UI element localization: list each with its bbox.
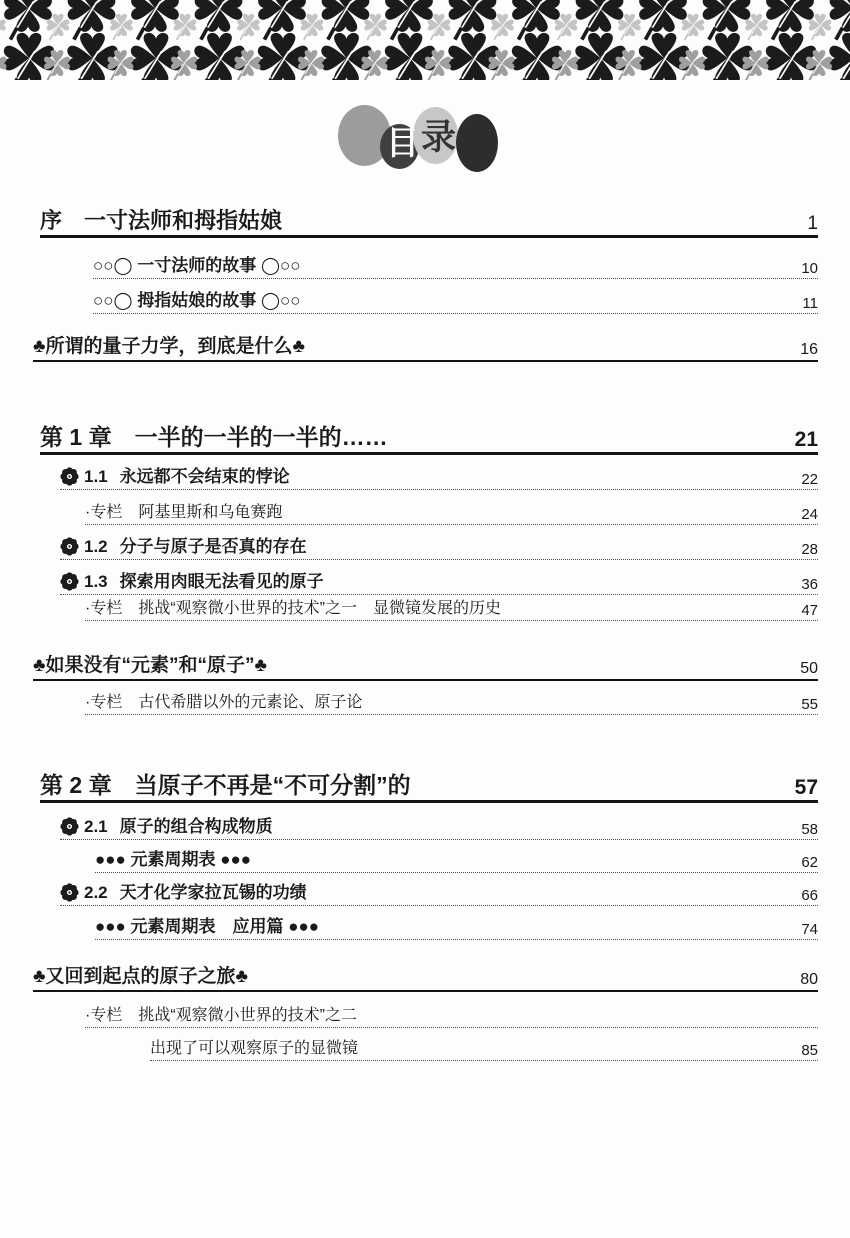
entry-label: ●●● 元素周期表 ●●● bbox=[95, 850, 252, 870]
flower-icon bbox=[60, 883, 79, 902]
flower-icon bbox=[60, 817, 79, 836]
entry-label: 第 1 章 一半的一半的一半的…… bbox=[40, 423, 388, 450]
entry-label: ○○◯ 拇指姑娘的故事 ◯○○ bbox=[93, 291, 301, 311]
entry-page-number: 47 bbox=[801, 602, 818, 619]
toc-entry-column-achilles bbox=[85, 496, 818, 525]
toc-entry-2-1 bbox=[60, 810, 818, 840]
entry-page-number: 11 bbox=[802, 295, 818, 312]
flower-icon bbox=[60, 572, 79, 591]
toc-entry-column-microscope-2 bbox=[85, 998, 818, 1028]
entry-number: 1.3 bbox=[84, 572, 108, 592]
entry-page-number: 74 bbox=[801, 921, 818, 938]
toc-entry-1-3 bbox=[60, 565, 818, 595]
entry-label: 出现了可以观察原子的显微镜 bbox=[150, 1040, 359, 1058]
entry-number: 2.2 bbox=[84, 883, 108, 903]
entry-label: ♣又回到起点的原子之旅♣ bbox=[33, 966, 248, 988]
toc-entry-story-thumbelina bbox=[93, 285, 818, 314]
title-char-1: 目 bbox=[386, 124, 419, 161]
clover-border-pattern bbox=[0, 0, 850, 80]
toc-entry-2-2 bbox=[60, 876, 818, 906]
entry-page-number: 80 bbox=[800, 971, 818, 988]
entry-label: 分子与原子是否真的存在 bbox=[119, 537, 307, 557]
toc-entry-periodic-table-applied bbox=[95, 910, 818, 940]
entry-page-number: 85 bbox=[801, 1042, 818, 1059]
entry-number: 1.2 bbox=[84, 537, 108, 557]
toc-entry-section-atom-journey bbox=[33, 960, 818, 992]
entry-page-number: 62 bbox=[801, 854, 818, 871]
entry-label: 第 2 章 当原子不再是“不可分割”的 bbox=[40, 771, 411, 798]
entry-page-number: 50 bbox=[800, 660, 818, 677]
title-circle-4 bbox=[456, 114, 498, 172]
title-char-2: 录 bbox=[421, 118, 457, 157]
entry-label: 序 一寸法师和拇指姑娘 bbox=[40, 207, 283, 233]
entry-label: 天才化学家拉瓦锡的功绩 bbox=[119, 883, 307, 903]
entry-page-number: 21 bbox=[794, 428, 818, 451]
entry-page-number: 36 bbox=[801, 576, 818, 593]
toc-entry-1-2 bbox=[60, 530, 818, 560]
toc-entry-column-microscope-1 bbox=[85, 592, 818, 621]
entry-label: 探索用肉眼无法看见的原子 bbox=[119, 572, 324, 592]
entry-page-number: 57 bbox=[794, 776, 818, 799]
entry-label: 原子的组合构成物质 bbox=[119, 817, 273, 837]
entry-number: 2.1 bbox=[84, 817, 108, 837]
entry-page-number: 58 bbox=[801, 821, 818, 838]
entry-page-number: 16 bbox=[800, 341, 818, 358]
toc-entry-story-issunboshi bbox=[93, 250, 818, 279]
entry-page-number: 24 bbox=[801, 506, 818, 523]
flower-icon bbox=[60, 467, 79, 486]
toc-entry-column-greek bbox=[85, 686, 818, 715]
flower-icon bbox=[60, 537, 79, 556]
entry-page-number: 66 bbox=[801, 887, 818, 904]
toc-entry-1-1 bbox=[60, 460, 818, 490]
entry-page-number: 28 bbox=[801, 541, 818, 558]
toc-entry-section-quantum bbox=[33, 330, 818, 362]
entry-page-number: 55 bbox=[801, 696, 818, 713]
entry-label: ♣如果没有“元素”和“原子”♣ bbox=[33, 655, 267, 677]
entry-label: ·专栏 挑战“观察微小世界的技术”之一 显微镜发展的历史 bbox=[85, 600, 501, 618]
toc-entry-chapter-1 bbox=[40, 414, 818, 455]
entry-label: ·专栏 古代希腊以外的元素论、原子论 bbox=[85, 694, 363, 712]
toc-entry-column-microscope-2-cont bbox=[150, 1031, 818, 1061]
entry-label: ·专栏 挑战“观察微小世界的技术”之二 bbox=[85, 1007, 357, 1025]
entry-label: ○○◯ 一寸法师的故事 ◯○○ bbox=[93, 256, 301, 276]
toc-entry-preface bbox=[40, 196, 818, 238]
toc-entry-section-elements-atoms bbox=[33, 649, 818, 681]
entry-label: ●●● 元素周期表 应用篇 ●●● bbox=[95, 917, 320, 937]
entry-label: ·专栏 阿基里斯和乌龟赛跑 bbox=[85, 504, 283, 522]
entry-page-number: 22 bbox=[801, 471, 818, 488]
entry-page-number: 10 bbox=[801, 260, 818, 277]
page-title bbox=[330, 100, 520, 182]
entry-label: 永远都不会结束的悖论 bbox=[119, 467, 290, 487]
toc-entry-chapter-2 bbox=[40, 762, 818, 803]
entry-number: 1.1 bbox=[84, 467, 108, 487]
entry-page-number: 1 bbox=[807, 213, 818, 234]
entry-label: ♣所谓的量子力学，到底是什么♣ bbox=[33, 336, 305, 358]
toc-entry-periodic-table bbox=[95, 843, 818, 873]
